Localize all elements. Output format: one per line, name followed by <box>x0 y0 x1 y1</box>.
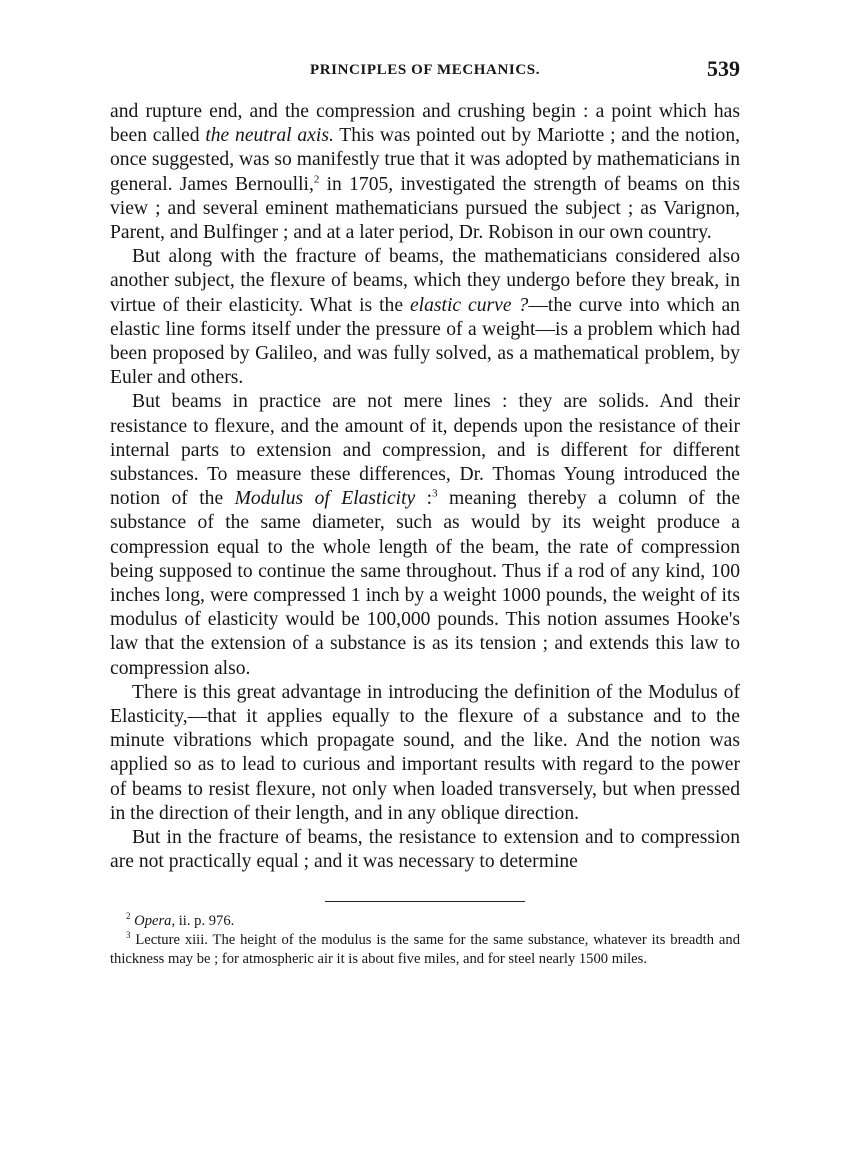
text-run: There is this great advantage in introducing the definition of the Modulus of Elasticity,—that it applies equally to the flexure of a substance and to the minute vibrations which propagate sound, and the like. And the notion was applied so as to lead to curious and important results with regard to the power of beams to resist flexure, not only when loaded transversely, but when pressed in the direction of their length, and in any oblique direction. <box>110 681 740 824</box>
page-number: 539 <box>707 56 740 81</box>
footnote-ref: 3 <box>126 929 131 940</box>
text-run: But beams in practice are not mere lines : they are solids. And their resistance to flexure, and the amount of it, depends upon the resistance of their internal parts to extension and compression, and is different for different substances. To measure these differences, Dr. Thomas Young introduced the notion of the <box>110 391 740 510</box>
running-title: PRINCIPLES OF MECHANICS. <box>309 62 541 78</box>
footnotes <box>110 912 740 969</box>
text-run: But along with the fracture of beams, the mathematicians considered also another subject, the flexure of beams, which they undergo before they break, in virtue of their elasticity. What is the <box>110 246 740 316</box>
text-run: : <box>415 488 433 510</box>
text-run: and rupture end, and the compression and crushing begin : a point which has been called <box>110 101 740 147</box>
text-run: , ii. p. 976. <box>171 912 235 929</box>
paragraph <box>110 390 740 680</box>
text-run: —the curve into which an elastic line forms itself under the pressure of a weight—is a problem which had been proposed by Galileo, and was fully solved, as a mathematical problem, by Euler and others. <box>110 294 740 389</box>
footnote-ref: 3 <box>432 487 438 500</box>
text-run: This was pointed out by Mariotte ; and the notion, once suggested, was so manifestly true that it was adopted by mathematicians in general. James Bernoulli, <box>110 125 741 195</box>
paragraph <box>110 245 740 390</box>
footnote-ref: 2 <box>313 173 320 186</box>
italic-text: the neutral axis. <box>205 125 334 147</box>
text-run: Lecture xiii. The height of the modulus is the same for the same substance, whatever its breadth and thickness may be ; for atmospheric air it is about five miles, and for steel nearly 1500 miles. <box>110 931 740 967</box>
paragraph <box>110 100 740 245</box>
italic-text: Opera <box>134 912 172 929</box>
book-page <box>110 56 740 969</box>
page-header <box>110 56 740 86</box>
text-run: in 1705, investigated the strength of beams on this view ; and several eminent mathematicians pursued the subject ; as Varignon, Parent, and Bulfinger ; and at a later period, Dr. Robison in our own country. <box>110 173 740 244</box>
footnote-divider <box>325 901 525 902</box>
paragraph <box>110 826 740 874</box>
footnote <box>110 912 740 931</box>
footnote-ref: 2 <box>126 910 131 921</box>
text-run: But in the fracture of beams, the resistance to extension and to compression are not practically equal ; and it was necessary to determine <box>110 827 740 873</box>
italic-text: Modulus of Elasticity <box>234 488 416 510</box>
paragraph <box>110 681 740 826</box>
text-run: meaning thereby a column of the substance of the same diameter, such as would by its weight produce a compression equal to the whole length of the beam, the rate of compression being supposed to continue the same throughout. Thus if a rod of any kind, 100 inches long, were compressed 1 inch by a weight 1000 pounds, the weight of its modulus of elasticity would be 100,000 pounds. This notion assumes Hooke's law that the extension of a substance is as its tension ; and extends this law to compression also. <box>110 488 741 679</box>
body-text <box>110 100 740 875</box>
footnote <box>110 931 740 969</box>
italic-text: elastic curve ? <box>409 294 529 316</box>
